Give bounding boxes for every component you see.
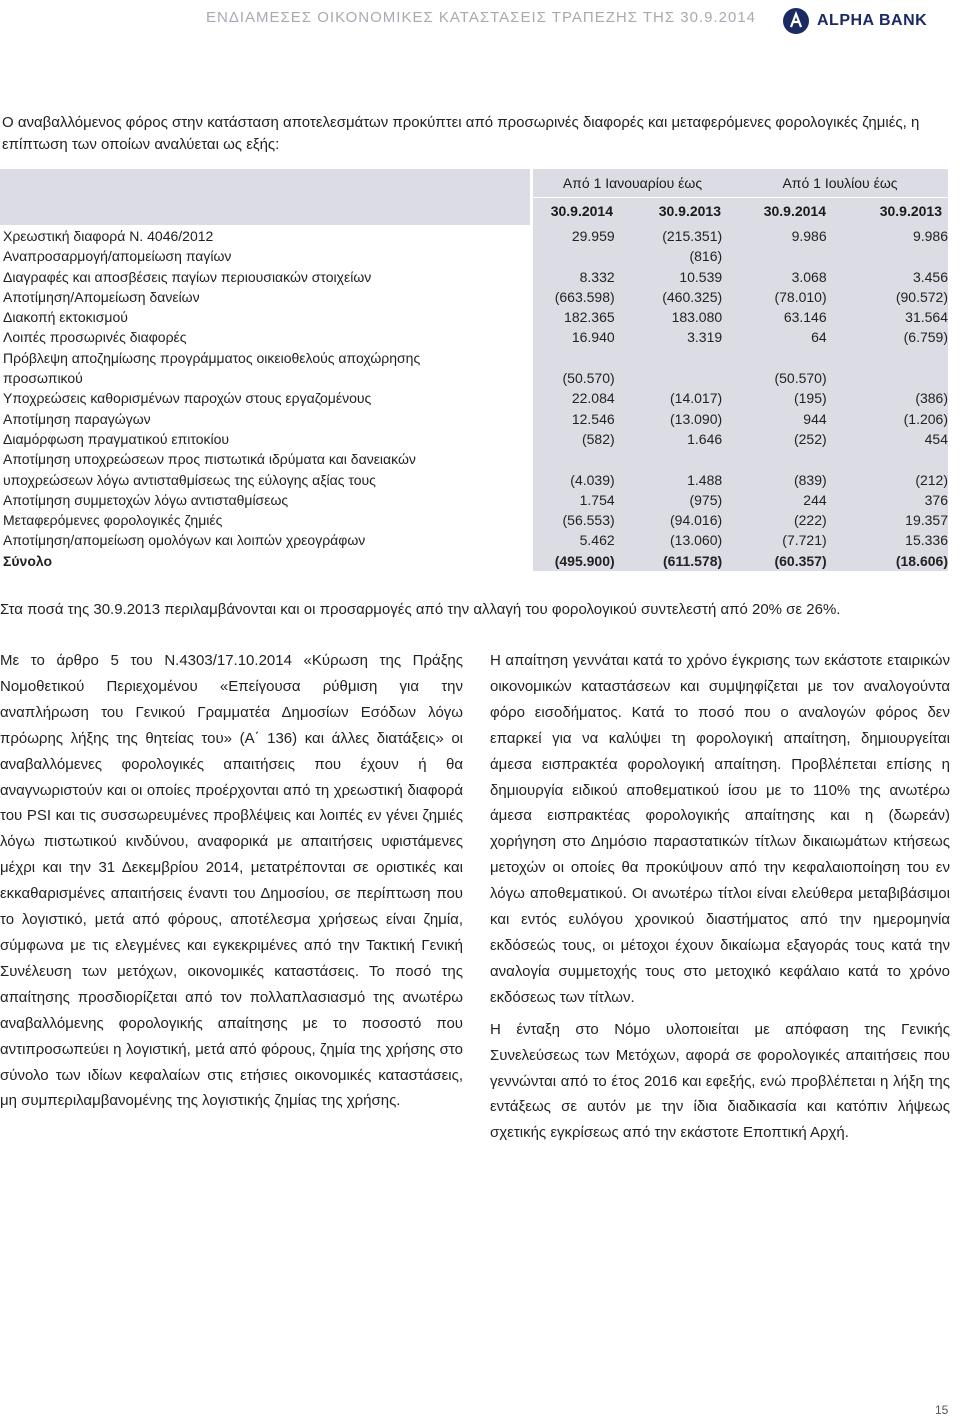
table-row <box>0 429 948 449</box>
value-cell: 15.336 <box>905 532 948 549</box>
value-cell: (7.721) <box>782 532 827 549</box>
table-row <box>0 267 948 287</box>
value-cell: 8.332 <box>579 268 615 285</box>
table-row <box>0 490 948 510</box>
value-cell: (90.572) <box>895 288 948 305</box>
table-row <box>0 307 948 327</box>
value-cell: (611.578) <box>663 552 723 569</box>
value-cell: 3.319 <box>687 329 723 346</box>
value-cell: (212) <box>915 471 948 488</box>
running-header: ΕΝΔΙΑΜΕΣΕΣ ΟΙΚΟΝΟΜΙΚΕΣ ΚΑΤΑΣΤΑΣΕΙΣ ΤΡΑΠΕΖΗΣ ΤΗΣ 30.9.2014 <box>206 9 757 26</box>
value-cell: (195) <box>793 390 827 407</box>
left-text-column <box>0 648 463 1120</box>
value-cell: 9.986 <box>912 228 948 244</box>
value-cell: (13.090) <box>670 410 723 427</box>
value-cell: 63.146 <box>783 309 827 326</box>
value-cell: 31.564 <box>905 309 948 326</box>
value-cell: (663.598) <box>554 288 615 305</box>
table-row <box>0 449 948 469</box>
table-row <box>0 327 948 347</box>
row-label: Αποτίμηση συμμετοχών λόγω αντισταθμίσεως <box>3 491 289 508</box>
value-cell: (386) <box>915 390 948 407</box>
right-paragraph-2: Η ένταξη στο Νόμο υλοποιείται με απόφαση της Γενικής Συνελεύσεως των Μετόχων, αφορά σε φορολογικές απαιτήσεις που γεννώνται από το έτος 2016 και εφεξής, ενώ προβλέπεται η λήξη της εντάξεως σε αυτόν με την ίδια διαδικασία και κατόπιν λήψεως σχετικής εγκρίσεως από την εκάστοτε Εποπτική Αρχή. <box>490 1020 950 1142</box>
table-row <box>0 368 948 388</box>
date-header-3: 30.9.2014 <box>763 203 826 219</box>
table-row <box>0 388 948 408</box>
value-cell: 1.488 <box>687 471 723 488</box>
value-cell <box>615 368 723 388</box>
value-cell: 3.456 <box>912 268 948 285</box>
value-cell <box>507 246 615 266</box>
table-row <box>0 287 948 307</box>
value-cell: 12.546 <box>571 410 615 427</box>
row-label: Πρόβλεψη αποζημίωσης προγράμματος οικειοθελούς αποχώρησης <box>3 349 421 366</box>
table-row <box>0 510 948 530</box>
left-paragraph: Με το άρθρο 5 του Ν.4303/17.10.2014 «Κύρωση της Πράξης Νομοθετικού Περιεχομένου «Επείγουσα ρύθμιση για την αναπλήρωση του Γενικού Γραμματέα Δημοσίων Εσόδων λόγω πρόωρης λήξης της θητείας του» (Α΄ 136) και άλλες διατάξεις» οι αναβαλλόμενες φορολογικές απαιτήσεις που έχουν ή θα αναγνωριστούν και οι οποίες προέρχονται από τη χρεωστική διαφορά του PSI και τις συσσωρευμένες προβλέψεις και λοιπές εν γένει ζημιές λόγω πιστωτικού κινδύνου, αναφορικά με απαιτήσεις υφιστάμενες μέχρι και την 31 Δεκεμβρίου 2014, μετατρέπονται σε οριστικές και εκκαθαρισμένες απαιτήσεις έναντι του Δημοσίου, σε περίπτωση που το λογιστικό, μετά από φόρους, αποτέλεσμα χρήσεως είναι ζημία, σύμφωνα με τις ελεγμένες και εγκεκριμένες από την Τακτική Γενική Συνέλευση των μετόχων, οικονομικές καταστάσεις. Το ποσό της απαίτησης προσδιορίζεται από τον πολλαπλασιασμό της ανωτέρω αναβαλλόμενης φορολογικής απαίτησης με το ποσοστό που αντιπροσωπεύει η λογιστική, μετά από φόρους, ζημία της χρήσης στο σύνολο των ιδίων κεφαλαίων στις ετήσιες οικονομικές καταστάσεις, μη συμπεριλαμβανομένης της λογιστικής ζημίας της χρήσης. <box>0 652 463 1110</box>
row-label: Υποχρεώσεις καθορισμένων παροχών στους εργαζομένους <box>3 390 372 407</box>
value-cell <box>827 246 948 266</box>
value-cell: 16.940 <box>571 329 615 346</box>
value-cell: 944 <box>803 410 827 427</box>
value-cell: 454 <box>924 430 948 447</box>
value-cell: (94.016) <box>670 512 723 529</box>
value-cell: (816) <box>689 248 723 265</box>
row-label: Λοιπές προσωρινές διαφορές <box>3 329 187 346</box>
intro-paragraph: Ο αναβαλλόμενος φόρος στην κατάσταση αποτελεσμάτων προκύπτει από προσωρινές διαφορές και μεταφερόμενες φορολογικές ζημιές, η επίπτωση των οποίων αναλύεται ως εξής: <box>2 114 920 153</box>
value-cell: (222) <box>793 512 827 529</box>
row-label: Αποτίμηση/Απομείωση δανείων <box>3 288 200 305</box>
row-label: προσωπικού <box>3 370 83 387</box>
row-label: Διαγραφές και αποσβέσεις παγίων περιουσιακών στοιχείων <box>3 268 372 285</box>
right-paragraph-1: Η απαίτηση γεννάται κατά το χρόνο έγκρισης των εκάστοτε εταιρικών οικονομικών καταστάσεων και συμψηφίζεται με τον αναλογούντα φόρο εισοδήματος. Κατά το ποσό που ο αναλογών φόρος δεν επαρκεί για να καλύψει τη φορολογική απαίτηση, δημιουργείται άμεσα εισπρακτέα φορολογική απαίτηση. Προβλέπεται επίσης η δημιουργία ειδικού αποθεματικού ίσου με το 110% της ανωτέρω άμεσα εισπρακτέας φορολογικής απαίτησης και η (δωρεάν) χορήγηση στο Δημόσιο παραστατικών τίτλων δικαιωμάτων κτήσεως μετοχών οι οποίες θα προκύψουν από την κεφαλαιοποίηση του εν λόγω αποθεματικού. Οι ανωτέρω τίτλοι είναι ελεύθερα μεταβιβάσιμοι και εντός ευλόγου χρονικού διαστήματος από την ημερομηνία εκδόσεώς τους, οι μέτοχοι έχουν δικαίωμα εξαγοράς τους κατά την αναλογία συμμετοχής τους στο μετοχικό κεφάλαιο κατά το χρόνο εκδόσεως των τίτλων. <box>490 652 950 1006</box>
row-label: υποχρεώσεων λόγω αντισταθμίσεως της εύλογης αξίας τους <box>3 471 376 488</box>
value-cell: (582) <box>581 430 615 447</box>
row-label: Μεταφερόμενες φορολογικές ζημιές <box>3 512 223 529</box>
value-cell: 10.539 <box>679 268 723 285</box>
value-cell: (6.759) <box>903 329 948 346</box>
value-cell: (50.570) <box>562 370 615 387</box>
row-label: Αναπροσαρμογή/απομείωση παγίων <box>3 248 232 265</box>
value-cell: (1.206) <box>903 410 948 427</box>
value-cell: (13.060) <box>670 532 723 549</box>
value-cell <box>827 368 948 388</box>
value-cell: 64 <box>811 329 827 346</box>
right-text-column <box>490 648 950 1152</box>
value-cell: (14.017) <box>670 390 723 407</box>
value-cell: 1.754 <box>579 491 615 508</box>
value-cell: 9.986 <box>791 228 827 244</box>
total-row <box>0 551 948 571</box>
value-cell: (495.900) <box>554 552 615 569</box>
table-header-shade <box>0 169 530 225</box>
row-label: Χρεωστική διαφορά Ν. 4046/2012 <box>3 228 214 244</box>
value-cell: (78.010) <box>774 288 827 305</box>
value-cell: 22.084 <box>571 390 615 407</box>
alpha-bank-logo <box>783 4 927 38</box>
value-cell: (252) <box>793 430 827 447</box>
row-label: Αποτίμηση παραγώγων <box>3 410 151 427</box>
date-header-2: 30.9.2013 <box>658 203 721 219</box>
table-row <box>0 409 948 429</box>
value-cell: (56.553) <box>562 512 615 529</box>
footnote: Στα ποσά της 30.9.2013 περιλαμβάνονται και οι προσαρμογές από την αλλαγή του φορολογικού συντελεστή από 20% σε 26%. <box>0 601 841 618</box>
table-row <box>0 348 948 368</box>
value-cell <box>722 246 826 266</box>
value-cell: 19.357 <box>905 512 948 529</box>
value-cell: 244 <box>803 491 827 508</box>
value-cell: (4.039) <box>570 471 615 488</box>
date-header-4: 30.9.2013 <box>879 203 942 219</box>
table-row <box>0 530 948 550</box>
row-label: Αποτίμηση/απομείωση ομολόγων και λοιπών χρεογράφων <box>3 532 366 549</box>
table-row <box>0 246 948 266</box>
value-cell: (839) <box>793 471 827 488</box>
value-cell: (60.357) <box>774 552 827 569</box>
value-cell: 182.365 <box>564 309 615 326</box>
value-cell: (18.606) <box>895 552 948 569</box>
table-row <box>0 226 948 246</box>
value-cell: (460.325) <box>662 288 723 305</box>
period-header-jan: Από 1 Ιανουαρίου έως <box>562 175 703 191</box>
value-cell: 376 <box>924 491 948 508</box>
row-label: Διακοπή εκτοκισμού <box>3 309 128 326</box>
total-label: Σύνολο <box>3 552 53 569</box>
row-label: Διαμόρφωση πραγματικού επιτοκίου <box>3 430 230 447</box>
value-cell: 1.646 <box>687 430 723 447</box>
value-cell: 29.959 <box>571 228 615 244</box>
period-header-jul: Από 1 Ιουλίου έως <box>782 175 898 191</box>
alpha-logo-icon <box>783 8 809 34</box>
date-header-1: 30.9.2014 <box>550 203 613 219</box>
page-number: 15 <box>935 1403 949 1417</box>
value-cell: 5.462 <box>579 532 615 549</box>
value-cell: 183.080 <box>671 309 723 326</box>
row-label: Αποτίμηση υποχρεώσεων προς πιστωτικά ιδρύματα και δανειακών <box>3 451 416 468</box>
value-cell: (975) <box>689 491 723 508</box>
value-cell: (50.570) <box>774 370 827 387</box>
table-row <box>0 470 948 490</box>
value-cell: (215.351) <box>662 228 723 244</box>
deferred-tax-table <box>0 226 948 571</box>
logo-text: ALPHA BANK <box>817 12 928 29</box>
value-cell: 3.068 <box>791 268 827 285</box>
